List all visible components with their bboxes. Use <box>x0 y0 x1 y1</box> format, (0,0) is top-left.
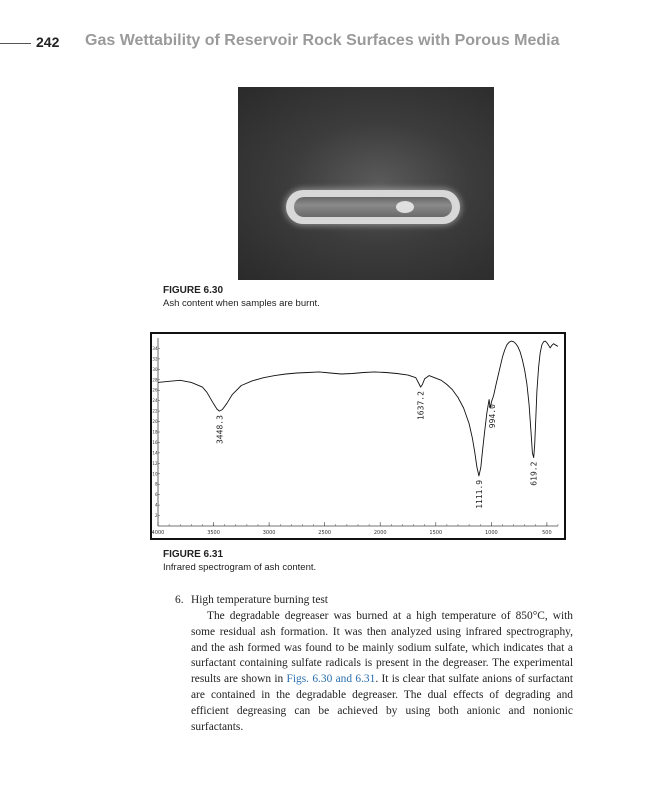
list-marker: 6. <box>175 594 184 606</box>
paragraph-text-after-ref: . It is clear that sulfate anions of surfactant are contained in the degradable degreaser. The dual effects of degrading and efficient degreasing can be achieved by using both anionic and nonionic surfactants. <box>191 673 573 733</box>
header-rule <box>0 43 31 44</box>
peak-label: 1111.9 <box>474 479 484 509</box>
x-tick-label: 4000 <box>152 530 165 536</box>
ash-sample-photo <box>238 87 494 280</box>
y-tick-label: 10 <box>152 471 158 477</box>
x-tick-label: 500 <box>542 530 552 536</box>
x-tick-label: 1500 <box>429 530 443 536</box>
paragraph-text-before-ref: The degradable degreaser was burned at a high temperature of 850°C, with some residual ash formation. It was then analyzed using infrared spectrography, and the ash formed was found to be mainly sodium sulfate, which indicates that a surfactant containing sulfate radicals is present in the degreaser. The experimental results are shown in <box>191 610 573 686</box>
y-tick-label: 32 <box>152 356 158 362</box>
page-number: 242 <box>36 34 60 50</box>
sample-tube-interior <box>294 197 452 217</box>
sample-tube <box>286 190 460 224</box>
peak-label: 619.2 <box>529 461 539 486</box>
list-heading: High temperature burning test <box>191 594 328 606</box>
y-tick-label: 30 <box>152 366 158 372</box>
figure-6-30-caption: Ash content when samples are burnt. <box>163 298 320 309</box>
y-tick-label: 26 <box>152 387 158 393</box>
y-tick-label: 16 <box>152 439 158 445</box>
y-tick-label: 34 <box>152 345 158 351</box>
x-tick-label: 1000 <box>484 530 498 536</box>
y-tick-label: 4 <box>154 502 158 508</box>
y-tick-label: 18 <box>152 429 158 435</box>
x-tick-label: 2500 <box>318 530 332 536</box>
y-tick-label: 8 <box>154 481 158 487</box>
infrared-spectrogram <box>150 332 566 540</box>
y-tick-label: 20 <box>152 419 158 425</box>
figure-cross-reference-link[interactable]: Figs. 6.30 and 6.31 <box>286 673 376 686</box>
x-tick-label: 3500 <box>207 530 220 536</box>
peak-label: 1637.2 <box>416 391 426 421</box>
spectrum-line <box>158 341 558 476</box>
y-tick-label: 6 <box>154 492 158 498</box>
y-tick-label: 22 <box>152 408 158 414</box>
x-tick-label: 2000 <box>373 530 387 536</box>
spectrum-plot <box>152 334 564 538</box>
tube-glint <box>396 201 414 213</box>
y-tick-label: 14 <box>152 450 158 456</box>
paragraph <box>191 609 573 735</box>
figure-6-31-label: FIGURE 6.31 <box>163 549 224 560</box>
y-tick-label: 2 <box>154 513 158 519</box>
figure-6-31-caption: Infrared spectrogram of ash content. <box>163 562 317 573</box>
figure-6-30-label: FIGURE 6.30 <box>163 285 224 296</box>
running-title: Gas Wettability of Reservoir Rock Surfaces with Porous Media <box>85 32 560 49</box>
x-tick-label: 3000 <box>262 530 276 536</box>
peak-label: 994.0 <box>488 404 497 429</box>
y-tick-label: 24 <box>152 398 158 404</box>
peak-label: 3448.3 <box>215 415 225 445</box>
y-tick-label: 12 <box>152 460 158 466</box>
y-tick-label: 28 <box>152 377 158 383</box>
